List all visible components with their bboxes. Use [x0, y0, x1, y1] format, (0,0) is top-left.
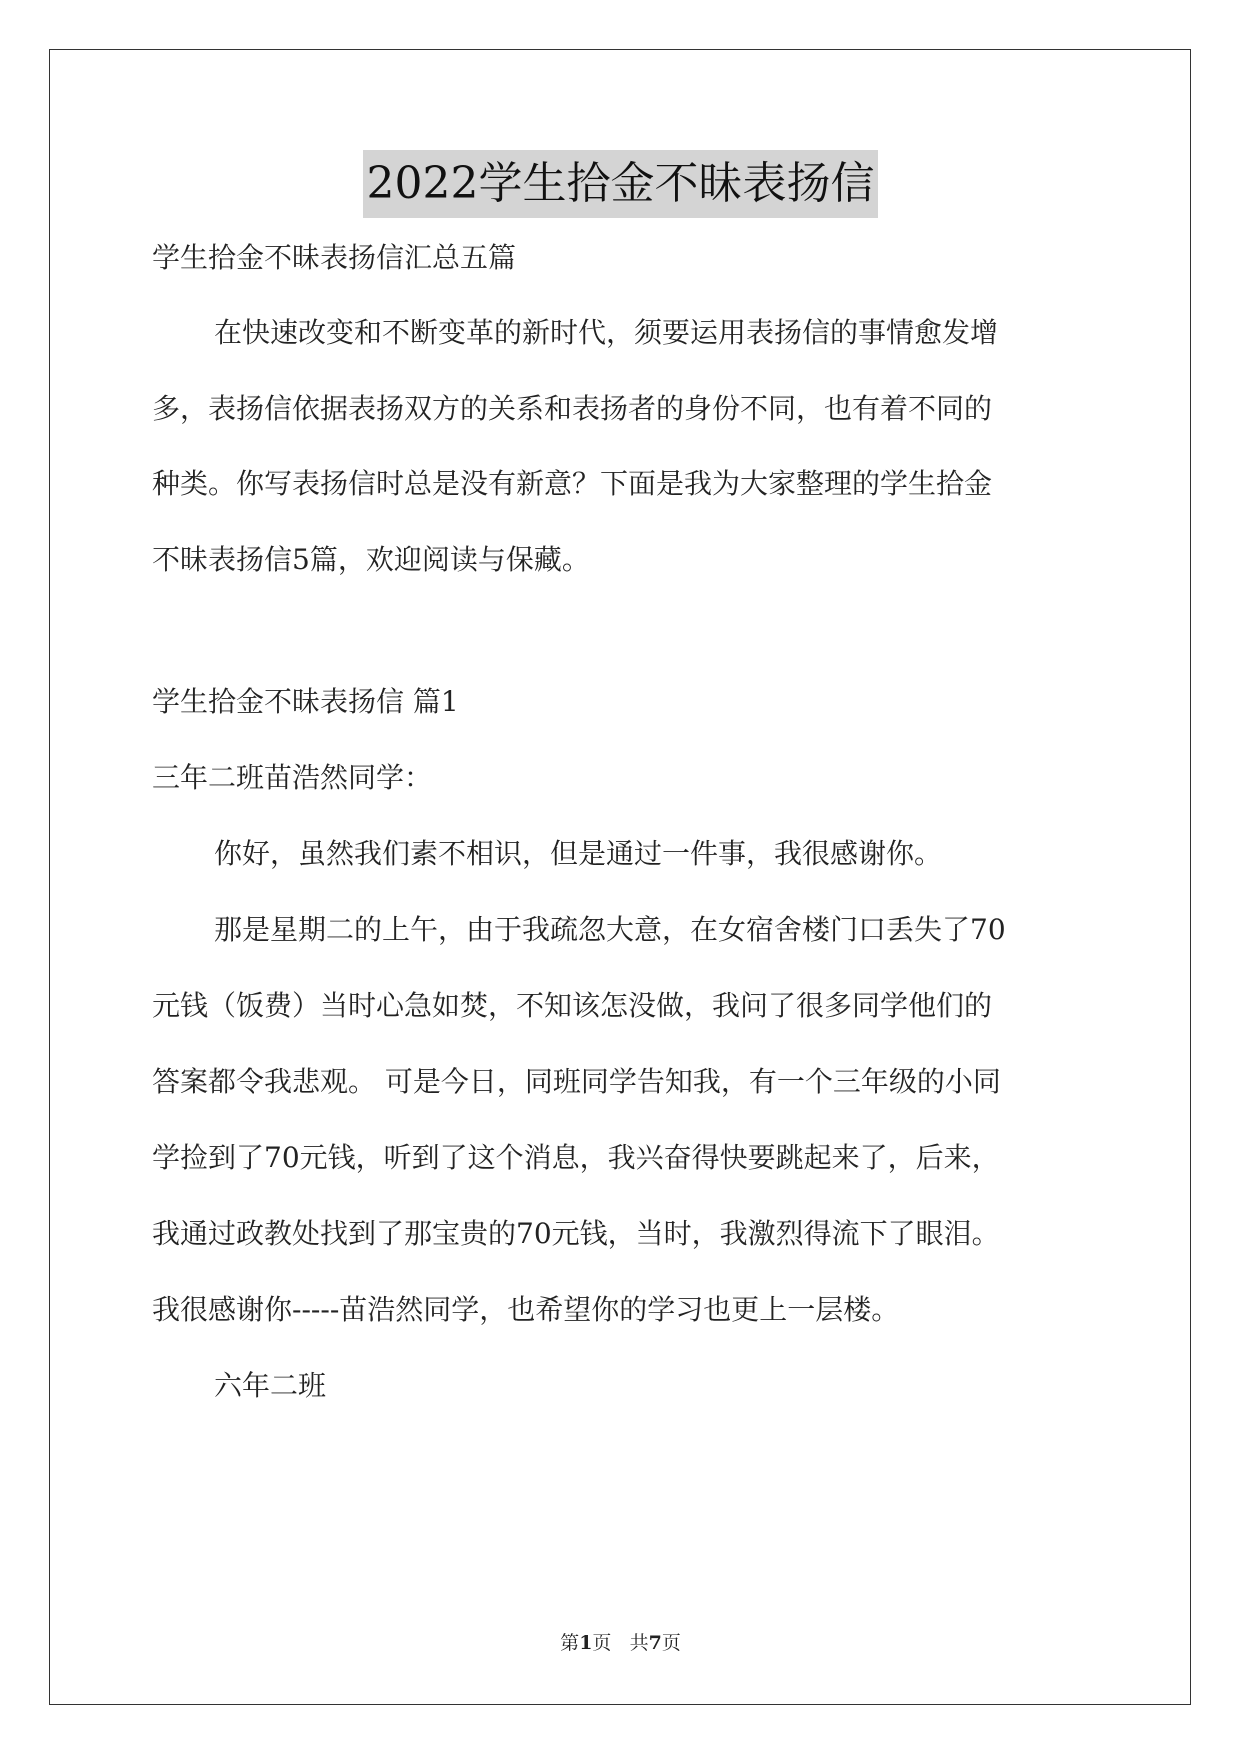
total-suffix: 页	[661, 1632, 681, 1654]
body-line-4: 学捡到了70元钱，听到了这个消息，我兴奋得快要跳起来了，后来，	[152, 1141, 1000, 1174]
intro-line-2: 多，表扬信依据表扬双方的关系和表扬者的身份不同，也有着不同的	[152, 392, 993, 425]
title-container	[0, 150, 1241, 218]
page-border	[49, 49, 1191, 1705]
section-heading: 学生拾金不昧表扬信 篇1	[152, 685, 459, 718]
page-footer	[0, 1628, 1241, 1655]
intro-line-1: 在快速改变和不断变革的新时代，须要运用表扬信的事情愈发增	[214, 316, 999, 349]
greeting-line: 你好，虽然我们素不相识，但是通过一件事，我很感谢你。	[214, 837, 943, 870]
body-line-5: 我通过政教处找到了那宝贵的70元钱，当时，我激烈得流下了眼泪。	[152, 1217, 1000, 1250]
salutation: 三年二班苗浩然同学：	[152, 761, 433, 794]
body-line-6: 我很感谢你-----苗浩然同学，也希望你的学习也更上一层楼。	[152, 1293, 900, 1326]
page-total: 7	[648, 1632, 662, 1654]
intro-line-3: 种类。你写表扬信时总是没有新意？下面是我为大家整理的学生拾金	[152, 467, 993, 500]
signature: 六年二班	[214, 1369, 327, 1402]
page-current: 1	[579, 1632, 593, 1654]
body-line-3: 答案都令我悲观。 可是今日，同班同学告知我，有一个三年级的小同	[152, 1065, 1001, 1098]
page-prefix: 第	[560, 1632, 580, 1654]
body-line-1: 那是星期二的上午，由于我疏忽大意，在女宿舍楼门口丢失了70	[214, 913, 1006, 946]
total-prefix: 共	[629, 1632, 649, 1654]
document-subtitle: 学生拾金不昧表扬信汇总五篇	[152, 241, 517, 274]
body-line-2: 元钱（饭费）当时心急如焚，不知该怎没做，我问了很多同学他们的	[152, 989, 993, 1022]
intro-line-4: 不昧表扬信5篇，欢迎阅读与保藏。	[152, 543, 590, 576]
page-suffix: 页	[592, 1632, 612, 1654]
document-title: 2022学生拾金不昧表扬信	[363, 150, 879, 218]
